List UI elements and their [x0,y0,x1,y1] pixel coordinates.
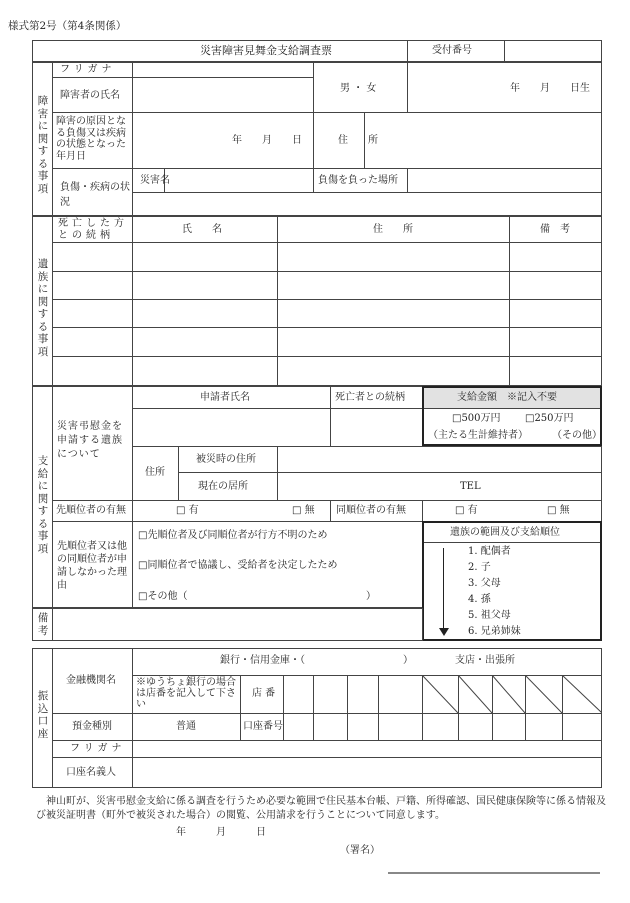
reason-missing-checkbox[interactable]: □先順位者及び同順位者が行方不明のため [138,530,328,541]
prior-no-checkbox[interactable]: □ 無 [292,505,315,516]
applicant-relation-header: 死亡者との続柄 [335,392,405,403]
disabled-furigana-label: フリガナ [60,64,116,75]
account-number-field[interactable] [285,714,601,739]
prior-yes-checkbox[interactable]: □ 有 [176,505,199,516]
same-no-checkbox[interactable]: □ 無 [547,505,570,516]
reason-other-checkbox[interactable]: □その他（ [138,591,188,602]
bank-type-close: ） [403,655,413,666]
applicant-address-label: 住所 [145,467,165,478]
family-row[interactable] [53,243,601,270]
injury-place-field[interactable] [409,169,601,191]
order-item-3: 3. 父母 [468,578,501,589]
disabled-address-label: 住 所 [338,135,378,146]
disabled-section-label: 障害に関する事項 [37,95,49,195]
current-address-label: 現在の居所 [198,481,248,492]
signature-label: （署名） [340,845,380,856]
disabled-address-field[interactable] [366,113,601,167]
order-item-1: 1. 配偶者 [468,546,511,557]
family-remarks-header: 備 考 [540,224,570,235]
yucho-note: ※ゆうちょ銀行の場合は店番を記入して下さい [136,677,236,710]
bank-section-label: 振込口座 [37,690,49,740]
family-name-header: 氏 名 [182,224,222,235]
same-existence-label: 同順位者の有無 [336,505,406,516]
disaster-address-label: 被災時の住所 [196,454,256,465]
current-address-field[interactable] [279,473,419,499]
payment-section-label: 支給に関する事項 [37,455,49,555]
injury-place-label: 負傷を負った場所 [318,175,398,186]
order-title: 遺族の範囲及び支給順位 [450,527,560,538]
disabled-furigana-field[interactable] [134,63,312,76]
reason-other-close: ） [366,591,376,602]
holder-furigana-field[interactable] [134,741,601,756]
family-address-header: 住 所 [373,224,413,235]
remarks-label: 備考 [37,612,49,637]
holder-name-field[interactable] [134,758,601,787]
reason-label: 先順位者又は他の同順位者が申請しなかった理由 [57,541,127,591]
disaster-name-label: 災害名 [140,175,170,186]
form-number: 様式第2号（第4条関係） [8,20,127,32]
disaster-name-field[interactable] [166,169,312,191]
applicant-relation-field[interactable] [332,409,421,445]
signature-line[interactable] [388,872,600,874]
reason-agreement-checkbox[interactable]: □同順位者で協議し、受給者を決定したため [138,560,338,571]
relation-header: 死亡した方との続柄 [58,218,128,241]
bank-type-line[interactable]: 銀行・信用金庫・（ [220,655,305,666]
main-earner-label: （主たる生計維持者） [428,430,528,441]
order-arrow [443,548,444,630]
unused-digit-slashes [422,675,602,713]
family-row[interactable] [53,300,601,326]
disabled-name-field[interactable] [134,78,312,111]
other-label: （その他） [552,430,602,441]
applicant-name-header: 申請者氏名 [200,392,250,403]
receipt-number-label: 受付番号 [432,45,472,56]
injury-status-label: 負傷・疾病の状 況 [60,182,150,208]
order-item-4: 4. 孫 [468,594,491,605]
order-item-6: 6. 兄弟姉妹 [468,626,521,637]
receipt-number-field[interactable] [506,41,601,61]
cause-date-label: 障害の原因となる負傷又は疾病の状態となった年月日 [56,116,126,162]
consent-text: 神山町が、災害弔慰金支給に係る調査を行うため必要な範囲で住民基本台帳、戸籍、所得確認、国民健康保険等に係る情報及び被災証明書（町外で被災された場合）の閲覧、公用請求を行うことについて同意します。 [36,796,606,821]
tel-label: TEL [460,481,481,492]
disaster-address-field[interactable] [279,447,601,471]
consent-date[interactable]: 年 月 日 [176,827,266,838]
amount-500-checkbox[interactable]: □500万円 [452,413,501,424]
account-number-label: 口座番号 [243,721,283,732]
holder-furigana-label: フリガナ [70,743,126,754]
order-item-2: 2. 子 [468,562,491,573]
same-yes-checkbox[interactable]: □ 有 [455,505,478,516]
deposit-type-ordinary[interactable]: 普通 [176,721,196,732]
family-row[interactable] [53,328,601,355]
birth-date[interactable]: 年 月 日生 [510,83,590,94]
prior-existence-label: 先順位者の有無 [56,505,126,516]
store-number-field[interactable] [285,676,377,712]
form-title: 災害障害見舞金支給調査票 [200,44,332,57]
institution-label: 金融機関名 [66,675,116,686]
gender-select[interactable]: 男 ・ 女 [340,83,377,94]
order-box [422,521,602,641]
injury-status-field[interactable] [134,193,601,215]
branch-label: 支店・出張所 [455,655,515,666]
applicant-name-field[interactable] [134,409,329,445]
family-row[interactable] [53,272,601,298]
amount-250-checkbox[interactable]: □250万円 [525,413,574,424]
amount-header: 支給金額 ※記入不要 [457,392,557,403]
deposit-type-label: 預金種別 [72,721,112,732]
down-arrow-icon [439,628,449,636]
remarks-field[interactable] [54,609,421,640]
disabled-name-label: 障害者の氏名 [60,90,120,101]
family-section-label: 遺族に関する事項 [37,258,49,358]
cause-date-field[interactable]: 年 月 日 [232,135,302,146]
family-row[interactable] [53,357,601,385]
order-item-5: 5. 祖父母 [468,610,511,621]
store-number-label: 店 番 [252,688,276,699]
requester-label: 災害弔慰金を申請する遺族について [57,421,123,460]
holder-name-label: 口座名義人 [66,767,116,778]
